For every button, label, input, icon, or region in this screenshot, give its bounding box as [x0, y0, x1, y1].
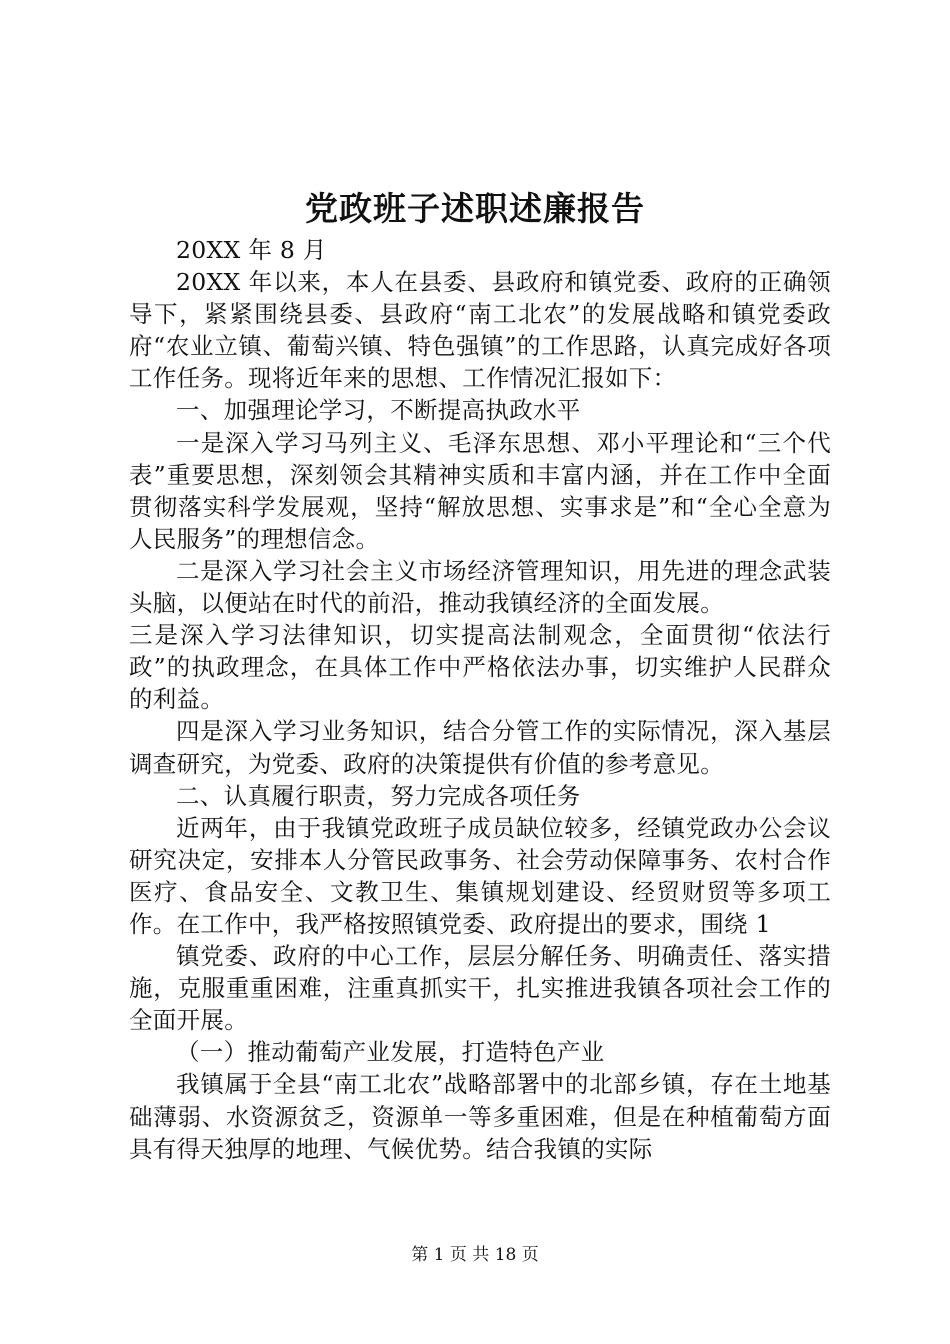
paragraph: 我镇属于全县“南工北农”战略部署中的北部乡镇，存在土地基础薄弱、水资源贫乏，资源单一等多重困难，但是在种植葡萄方面具有得天独厚的地理、气候优势。结合我镇的实际 — [129, 1070, 831, 1163]
paragraph: 二是深入学习社会主义市场经济管理知识，用先进的理念武装头脑，以便站在时代的前沿，推动我镇经济的全面发展。 — [129, 556, 831, 618]
paragraph: 一是深入学习马列主义、毛泽东思想、邓小平理论和“三个代表”重要思想，深刻领会其精神实质和丰富内涵，并在工作中全面贯彻落实科学发展观，坚持“解放思想、实事求是”和“全心全意为人民服务”的理想信念。 — [129, 428, 831, 553]
document-title: 党政班子述职述廉报告 — [305, 189, 645, 228]
paragraph: 四是深入学习业务知识，结合分管工作的实际情况，深入基层调查研究，为党委、政府的决策提供有价值的参考意见。 — [129, 717, 831, 778]
paragraph: 近两年，由于我镇党政班子成员缺位较多，经镇党政办公会议研究决定，安排本人分管民政事务、社会劳动保障事务、农村合作医疗、食品安全、文教卫生、集镇规划建设、经贸财贸等多项工作。在工作中，我严格按照镇党委、政府提出的要求，围绕 1 — [129, 813, 831, 938]
paragraph: 镇党委、政府的中心工作，层层分解任务、明确责任、落实措施，克服重重困难，注重真抓实干，扎实推进我镇各项社会工作的全面开展。 — [129, 942, 831, 1035]
section-heading-1: 一、加强理论学习，不断提高执政水平 — [176, 396, 581, 425]
paragraph-intro: 20XX 年以来，本人在县委、县政府和镇党委、政府的正确领导下，紧紧围绕县委、县政府“南工北农”的发展战略和镇党委政府“农业立镇、葡萄兴镇、特色强镇”的工作思路，认真完成好各项工作任务。现将近年来的思想、工作情况汇报如下： — [129, 268, 831, 393]
section-heading-2: 二、认真履行职责，努力完成各项任务 — [176, 781, 581, 810]
page-number: 第 1 页 共 18 页 — [411, 1245, 539, 1265]
subsection-heading-1: （一）推动葡萄产业发展，打造特色产业 — [176, 1038, 605, 1067]
paragraph: 三是深入学习法律知识，切实提高法制观念，全面贯彻“依法行政”的执政理念，在具体工作中严格依法办事，切实维护人民群众的利益。 — [129, 621, 831, 714]
date-line: 20XX 年 8 月 — [176, 236, 327, 264]
document-body — [129, 234, 831, 1165]
